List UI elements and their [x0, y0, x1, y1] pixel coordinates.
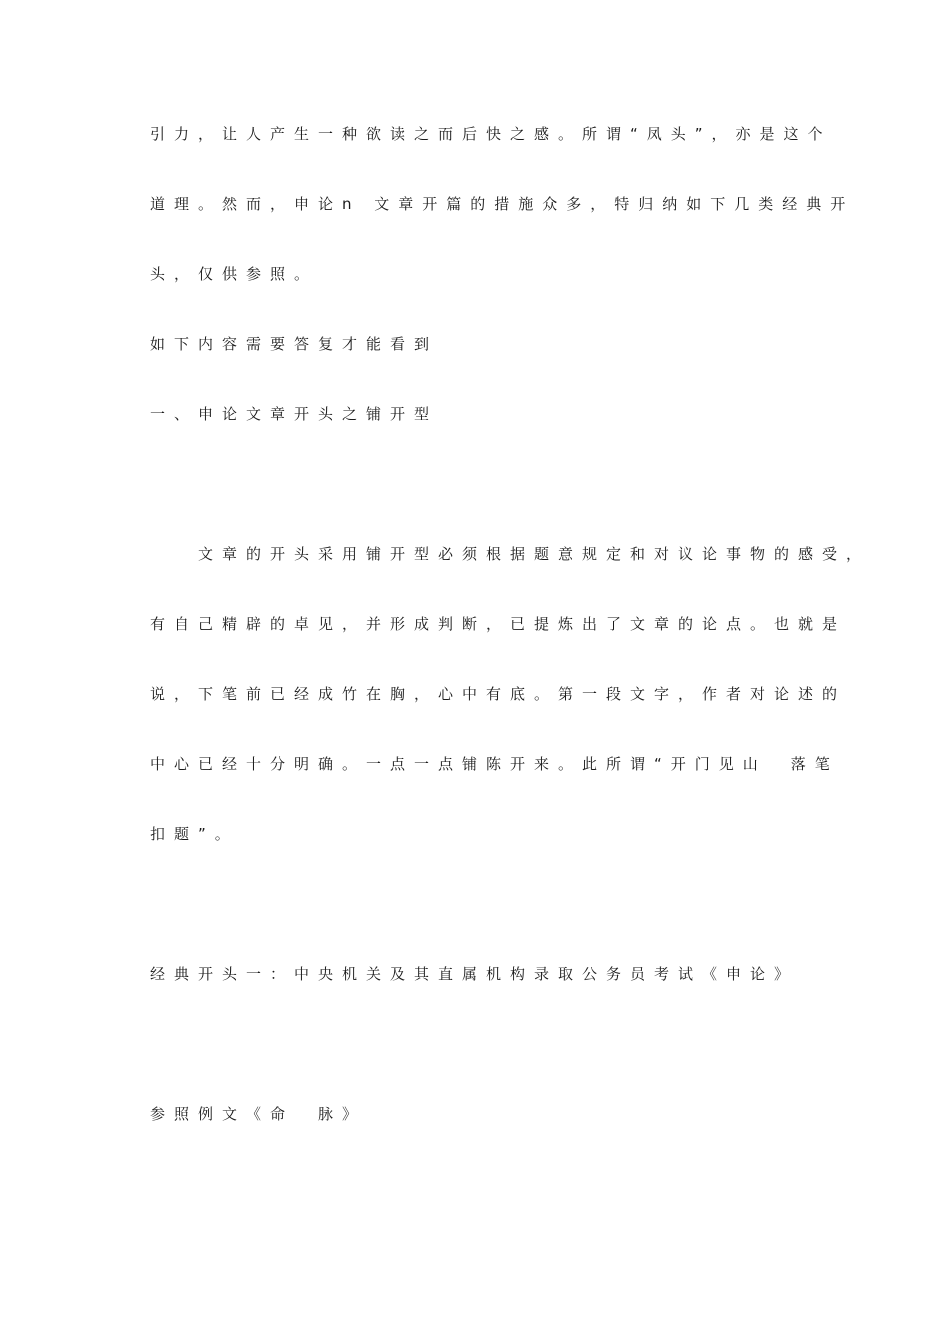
paragraph-line: 文章的开头采用铺开型必须根据题意规定和对议论事物的感受，	[150, 545, 871, 563]
paragraph-line: 有自己精辟的卓见，并形成判断，已提炼出了文章的论点。也就是	[150, 615, 847, 633]
example-heading: 经典开头一：中央机关及其直属机构录取公务员考试《申论》	[150, 965, 799, 983]
paragraph-line: 中心已经十分明确。一点一点铺陈开来。此所谓“开门见山 落笔	[150, 755, 839, 773]
reference-title: 参照例文《命 脉》	[150, 1105, 367, 1123]
paragraph-line: 说，下笔前已经成竹在胸，心中有底。第一段文字，作者对论述的	[150, 685, 847, 703]
paragraph-line: 扣题”。	[150, 825, 239, 843]
paragraph-line: 引力，让人产生一种欲读之而后快之感。所谓“凤头”，亦是这个	[150, 125, 832, 143]
paragraph-line: 道理。然而，申论n 文章开篇的措施众多，特归纳如下几类经典开	[150, 195, 855, 213]
paragraph-line: 头，仅供参照。	[150, 265, 319, 283]
hidden-content-notice: 如下内容需要答复才能看到	[150, 335, 439, 353]
section-heading: 一、申论文章开头之铺开型	[150, 405, 439, 423]
